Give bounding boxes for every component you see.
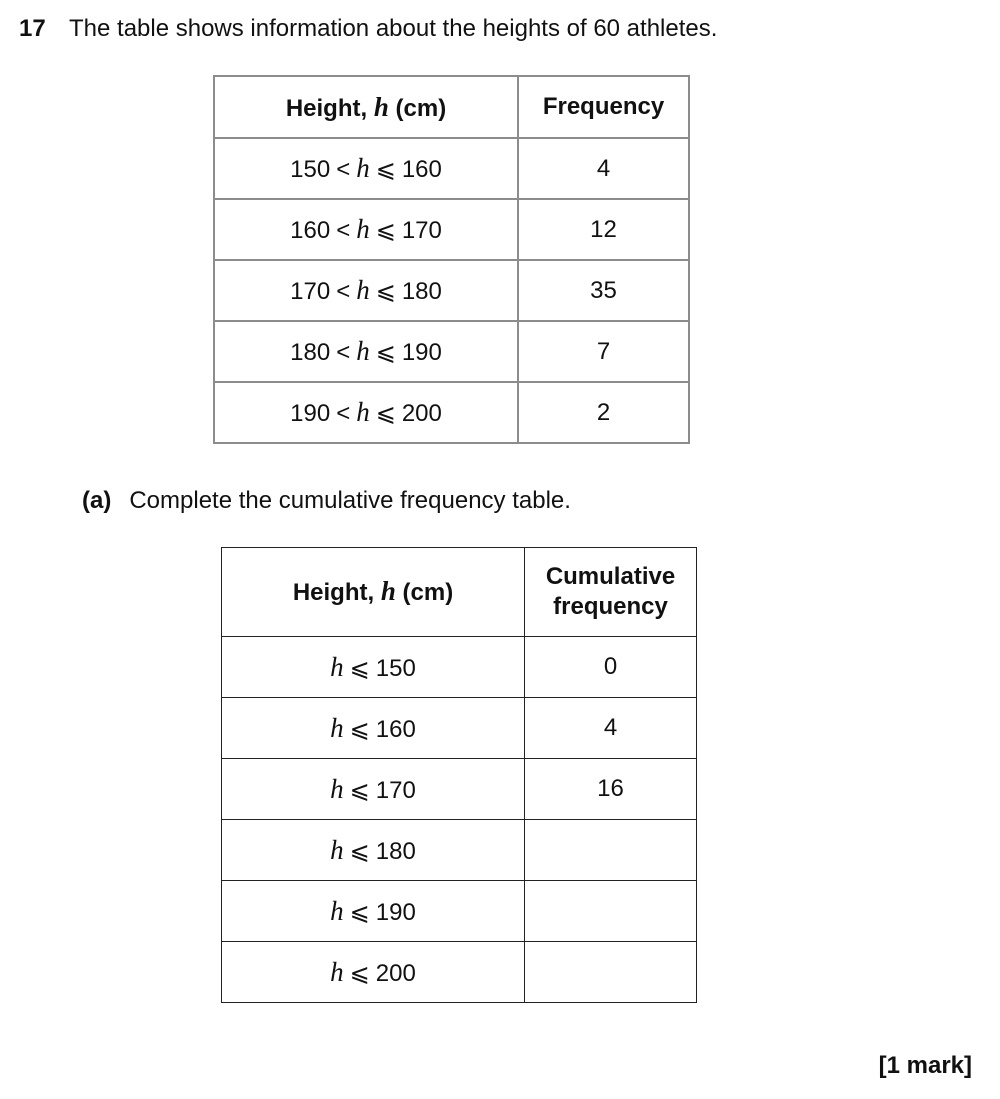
variable: h — [330, 712, 344, 743]
frequency-cell: 4 — [518, 138, 689, 199]
header-line1: Cumulative — [545, 563, 676, 590]
upper-bound: 170 — [401, 217, 442, 244]
upper-bound: 170 — [375, 776, 416, 804]
less-equal: ⩽ — [349, 898, 370, 926]
upper-bound: 200 — [375, 959, 416, 987]
less-equal: ⩽ — [349, 959, 370, 987]
height-range-cell — [214, 382, 518, 443]
height-bound-cell — [222, 881, 525, 942]
variable: h — [330, 651, 344, 682]
cumulative-frequency-header — [525, 548, 697, 637]
frequency-cell: 12 — [518, 199, 689, 260]
frequency-cell: 35 — [518, 260, 689, 321]
frequency-cell: 7 — [518, 321, 689, 382]
cumulative-frequency-cell: 0 — [525, 637, 697, 698]
lower-bound: 190 — [290, 400, 331, 427]
lower-bound: 150 — [290, 156, 331, 183]
cumulative-frequency-cell: 16 — [525, 759, 697, 820]
question-number: 17 — [19, 15, 46, 42]
part-label: (a) — [82, 487, 112, 514]
table-row — [222, 637, 697, 698]
table-row — [214, 138, 689, 199]
less-than: < — [336, 217, 351, 244]
part-a — [82, 487, 571, 515]
less-equal: ⩽ — [375, 156, 396, 183]
table-header-row — [214, 76, 689, 138]
height-range-cell — [214, 260, 518, 321]
header-text: Height, — [285, 94, 368, 122]
height-bound-cell — [222, 637, 525, 698]
variable: h — [330, 895, 344, 926]
frequency-header: Frequency — [518, 76, 689, 138]
header-var: h — [373, 91, 389, 122]
table-row — [214, 321, 689, 382]
frequency-cell: 2 — [518, 382, 689, 443]
header-unit: (cm) — [395, 94, 447, 122]
cumulative-frequency-answer-cell[interactable] — [525, 881, 697, 942]
variable: h — [330, 956, 344, 987]
cumulative-frequency-answer-cell[interactable] — [525, 820, 697, 881]
variable: h — [330, 773, 344, 804]
variable: h — [356, 397, 370, 427]
height-range-cell — [214, 138, 518, 199]
frequency-table — [213, 75, 690, 444]
less-than: < — [336, 278, 351, 305]
less-equal: ⩽ — [349, 654, 370, 682]
less-equal: ⩽ — [349, 776, 370, 804]
less-equal: ⩽ — [349, 715, 370, 743]
height-range-cell — [214, 199, 518, 260]
table-row — [214, 260, 689, 321]
upper-bound: 160 — [401, 156, 442, 183]
height-bound-cell — [222, 759, 525, 820]
header-line2: frequency — [553, 593, 668, 620]
lower-bound: 180 — [290, 339, 331, 366]
lower-bound: 170 — [290, 278, 331, 305]
lower-bound: 160 — [290, 217, 331, 244]
header-text: Height, — [292, 579, 375, 606]
height-bound-cell — [222, 942, 525, 1003]
header-unit: (cm) — [402, 579, 454, 606]
less-equal: ⩽ — [349, 837, 370, 865]
less-equal: ⩽ — [375, 217, 396, 244]
height-bound-cell — [222, 698, 525, 759]
variable: h — [356, 214, 370, 244]
table-row — [222, 942, 697, 1003]
question-text: The table shows information about the heights of 60 athletes. — [69, 15, 718, 42]
table-row — [222, 881, 697, 942]
less-equal: ⩽ — [375, 400, 396, 427]
upper-bound: 180 — [375, 837, 416, 865]
upper-bound: 190 — [401, 339, 442, 366]
upper-bound: 160 — [375, 715, 416, 743]
part-text: Complete the cumulative frequency table. — [129, 487, 571, 514]
height-range-cell — [214, 321, 518, 382]
variable: h — [330, 834, 344, 865]
variable: h — [356, 153, 370, 183]
cumulative-frequency-table — [221, 547, 697, 1003]
marks-label: [1 mark] — [878, 1052, 972, 1079]
less-than: < — [336, 400, 351, 427]
height-header — [214, 76, 518, 138]
table-row — [222, 698, 697, 759]
less-than: < — [336, 156, 351, 183]
upper-bound: 190 — [375, 898, 416, 926]
variable: h — [356, 336, 370, 366]
less-equal: ⩽ — [375, 339, 396, 366]
height-bound-cell — [222, 820, 525, 881]
upper-bound: 150 — [375, 654, 416, 682]
variable: h — [356, 275, 370, 305]
upper-bound: 200 — [401, 400, 442, 427]
table-row — [222, 820, 697, 881]
table-row — [214, 382, 689, 443]
header-var: h — [380, 576, 396, 606]
less-than: < — [336, 339, 351, 366]
table-row — [214, 199, 689, 260]
table-header-row — [222, 548, 697, 637]
cumulative-frequency-answer-cell[interactable] — [525, 942, 697, 1003]
table-row — [222, 759, 697, 820]
height-header — [222, 548, 525, 637]
upper-bound: 180 — [401, 278, 442, 305]
cumulative-frequency-cell: 4 — [525, 698, 697, 759]
less-equal: ⩽ — [375, 278, 396, 305]
